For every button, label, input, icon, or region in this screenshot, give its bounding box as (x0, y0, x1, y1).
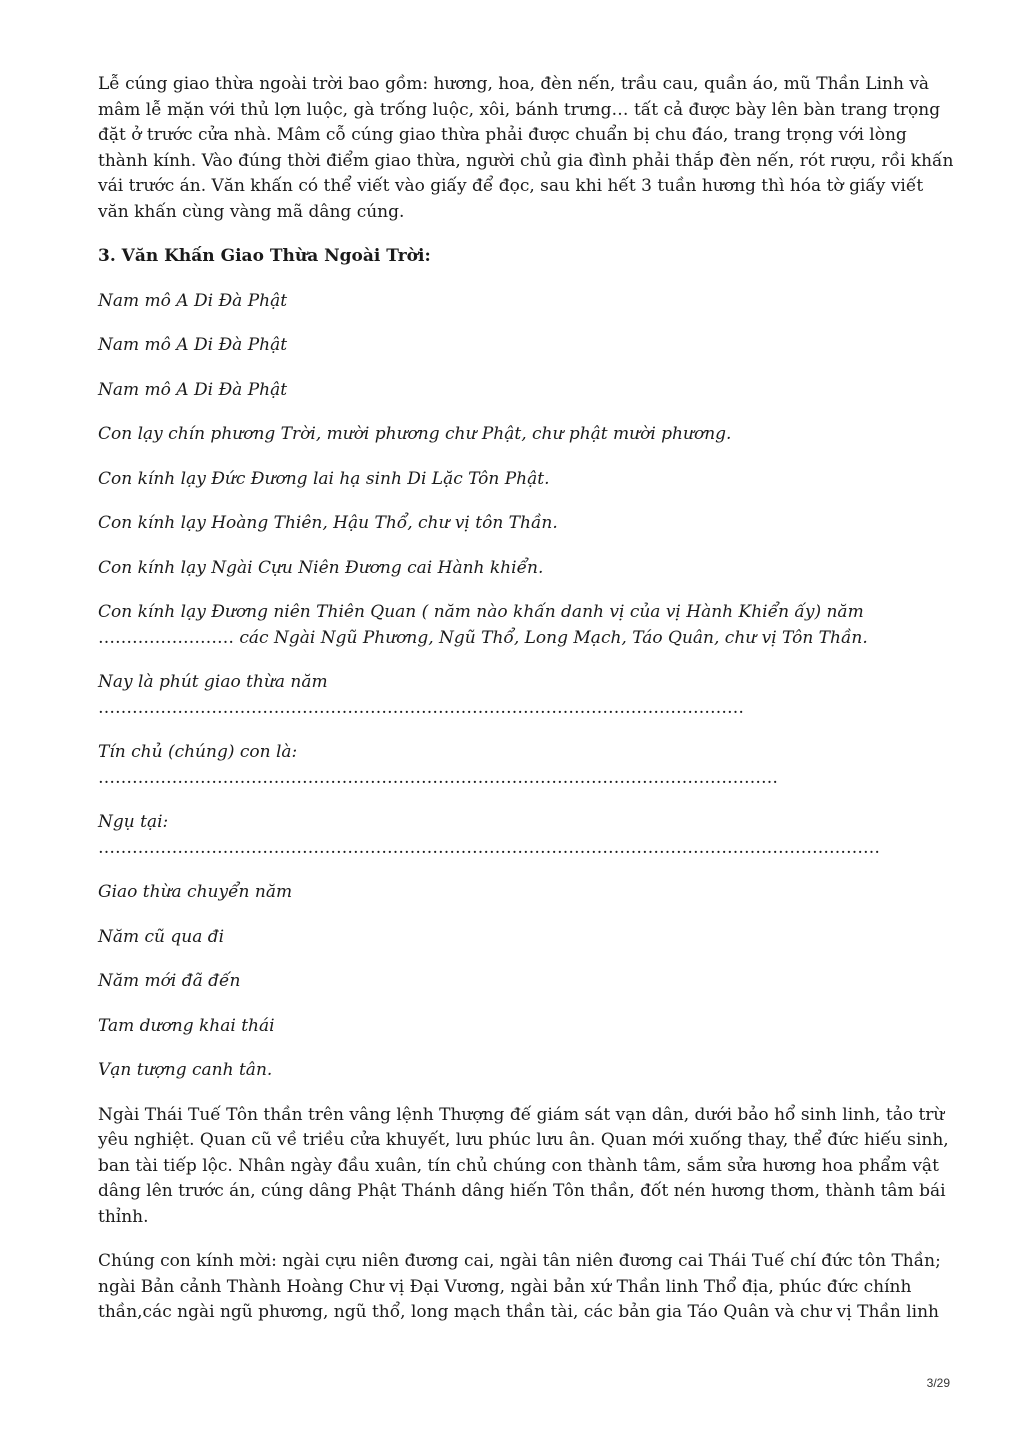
duong-nien-line-2: các Ngài Ngũ Phương, Ngũ Thổ, Long Mạch, Táo Quân, chư vị Tôn Thần. (234, 627, 868, 648)
ngu-tai-field (98, 810, 958, 861)
tin-chu-label: Tín chủ (chúng) con là: (98, 742, 298, 762)
prayer-line: Con kính lạy Đức Đương lai hạ sinh Di Lặc Tôn Phật. (98, 468, 550, 489)
prayer-line: Nam mô A Di Đà Phật (98, 335, 288, 355)
prayer-line: Nam mô A Di Đà Phật (98, 379, 288, 400)
prayer-line: Con lạy chín phương Trời, mười phương chư Phật, chư phật mười phương. (98, 424, 732, 444)
prayer-line: Con kính lạy Ngài Cựu Niên Đương cai Hành khiển. (98, 557, 544, 578)
prayer-line: Nam mô A Di Đà Phật (98, 290, 288, 311)
thai-tue-paragraph: Ngài Thái Tuế Tôn thần trên vâng lệnh Thượng đế giám sát vạn dân, dưới bảo hổ sinh linh, tảo trừ yêu nghiệt. Quan cũ về triều cửa khuyết, lưu phúc lưu ân. Quan mới xuống thay, thể đức hiếu sinh, ban tài tiếp lộc. Nhân ngày đầu xuân, tín chủ chúng con thành tâm, sắm sửa hương hoa phẩm vật dâng lên trước án, cúng dâng Phật Thánh dâng hiến Tôn thần, đốt nén hương thơm, thành tâm bái thỉnh. (98, 1104, 949, 1227)
closing-line: Giao thừa chuyển năm (98, 882, 293, 902)
tin-chu-field (98, 740, 958, 791)
kinh-moi-paragraph: Chúng con kính mời: ngài cựu niên đương cai, ngài tân niên đương cai Thái Tuế chí đức tôn Thần; ngài Bản cảnh Thành Hoàng Chư vị Đại Vương, ngài bản xứ Thần linh Thổ địa, phúc đức chính thần,các ngài ngũ phương, ngũ thổ, long mạch thần tài, các bản gia Táo Quân và chư vị Thần linh (98, 1251, 941, 1322)
duong-nien-dots: …………………… (98, 627, 234, 648)
duong-nien-prayer (98, 600, 958, 651)
prayer-line: Con kính lạy Hoàng Thiên, Hậu Thổ, chư vị tôn Thần. (98, 513, 558, 533)
intro-paragraph: Lễ cúng giao thừa ngoài trời bao gồm: hương, hoa, đèn nến, trầu cau, quần áo, mũ Thần Linh và mâm lễ mặn với thủ lợn luộc, gà trống luộc, xôi, bánh trưng… tất cả được bày lên bàn trang trọng đặt ở trước cửa nhà. Mâm cỗ cúng giao thừa phải được chuẩn bị chu đáo, trang trọng với lòng thành kính. Vào đúng thời điểm giao thừa, người chủ gia đình phải thắp đèn nến, rót rượu, rồi khấn vái trước án. Văn khấn có thể viết vào giấy để đọc, sau khi hết 3 tuần hương thì hóa tờ giấy viết văn khấn cùng vàng mã dâng cúng. (98, 74, 954, 222)
closing-line: Vạn tượng canh tân. (98, 1060, 273, 1080)
section-heading: 3. Văn Khấn Giao Thừa Ngoài Trời: (98, 246, 431, 266)
closing-line: Năm mới đã đến (98, 971, 241, 991)
tin-chu-blank: ………………………………………………………………………………………………………… (98, 767, 778, 788)
giao-thua-field (98, 670, 958, 721)
duong-nien-line-1: Con kính lạy Đương niên Thiên Quan ( năm nào khấn danh vị của vị Hành Khiển ấy) năm (98, 602, 864, 622)
giao-thua-blank: …………………………………………………………………………………………………… (98, 697, 744, 718)
ngu-tai-label: Ngụ tại: (98, 812, 169, 832)
giao-thua-label: Nay là phút giao thừa năm (98, 672, 328, 692)
document-body (98, 72, 958, 1345)
closing-line: Năm cũ qua đi (98, 926, 225, 947)
ngu-tai-blank: ………………………………………………………………………………………………………………………… (98, 837, 880, 858)
page-number: 3/29 (926, 1376, 950, 1390)
closing-line: Tam dương khai thái (98, 1015, 275, 1036)
